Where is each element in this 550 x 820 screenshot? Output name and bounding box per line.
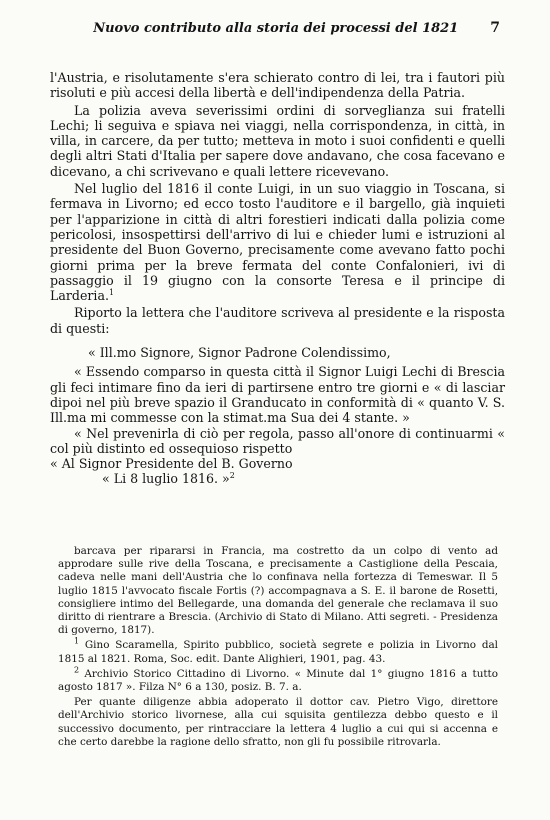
footnote-2 [58, 665, 498, 694]
footnote-ref-2: 2 [229, 471, 235, 481]
paragraph-2: La polizia aveva severissimi ordini di sorveglianza sui fratelli Lechi; li seguiva e spiava nei viaggi, nella corrispondenza, in città, in villa, in carcere, da per tutto; metteva in moto i suoi confidenti e quelli degli altri Stati d'Italia per sapere dove andavano, che cosa facevano e dicevano, a chi scrivevano e quali lettere ricevevano. [50, 102, 505, 179]
paragraph-4: Riporto la lettera che l'auditore scriveva al presidente e la risposta di questi: [50, 305, 505, 336]
letter-paragraph-2: « Nel prevenirla di ciò per regola, passo all'onore di continuarmi « col più distinto ed ossequioso rispetto [50, 425, 505, 456]
page-number: 7 [490, 20, 500, 36]
footnotes [58, 545, 498, 751]
footnote-ref-1: 1 [108, 287, 115, 297]
footnote-3: Per quante diligenze abbia adoperato il dottor cav. Pietro Vigo, direttore dell'Archivio storico livornese, alla cui squisita gentilezza debbo questo e il successivo documento, per rintracciare la lettera 4 luglio a cui qui si accenna e che certo darebbe la ragione dello sfratto, non gli fu possibile ritrovarla. [58, 696, 498, 748]
running-title: Nuovo contributo alla storia dei processi del 1821 [93, 21, 459, 36]
paragraph-1: l'Austria, e risolutamente s'era schierato contro di lei, tra i fautori più risoluti e più accesi della libertà e dell'indipendenza della Patria. [50, 70, 505, 101]
footnote-2-text: Archivio Storico Cittadino di Livorno. « Minute dal 1° giugno 1816 a tutto agosto 1817 ». Filza N° 6 a 130, posiz. B. 7. a. [58, 667, 498, 694]
letter-date-text: « Li 8 luglio 1816. » [102, 471, 230, 487]
body-text [50, 70, 505, 487]
letter-salutation: « Ill.mo Signore, Signor Padrone Colendissimo, [88, 345, 391, 361]
letter-addressee: « Al Signor Presidente del B. Governo [50, 456, 293, 472]
paragraph-3 [50, 181, 505, 303]
footnote-1 [58, 636, 498, 665]
letter-paragraph-1: « Essendo comparso in questa città il Signor Luigi Lechi di Brescia gli feci intimare fino da ieri di partirsene entro tre giorni e « di lasciar dipoi nel più breve spazio il Granducato in conformità di « quanto V. S. Ill.ma mi commesse con la stimat.ma Sua dei 4 stante. » [50, 364, 505, 426]
paragraph-3-text: Nel luglio del 1816 il conte Luigi, in un suo viaggio in Toscana, si fermava in Livorno; ed ecco tosto l'auditore e il bargello, già inquieti per l'apparizione in città di altri forestieri indicati dalla polizia come pericolosi, insospettirsi dell'arrivo di lui e chieder lumi e istruzioni al presidente del Buon Governo, precisamente come avevano fatto pochi giorni prima per la breve fermata del conte Confalonieri, ivi di passaggio il 19 giugno con la consorte Teresa e il principe di Larderia. [50, 181, 505, 304]
page-header [60, 20, 500, 36]
footnote-1-text: Gino Scaramella, Spirito pubblico, società segrete e polizia in Livorno dal 1815 al 1821. Roma, Soc. edit. Dante Alighieri, 1901, pag. 43. [58, 639, 498, 665]
letter-date [102, 471, 505, 486]
footnote-1-mark: 1 [74, 636, 80, 646]
footnote-2-mark: 2 [74, 665, 80, 675]
footnote-continued: barcava per ripararsi in Francia, ma costretto da un colpo di vento ad approdare sulle rive della Toscana, e precisamente a Castiglione della Pescaia, cadeva nelle mani dell'Austria che lo confinava nella fortezza di Temeswar. Il 5 luglio 1815 l'avvocato fiscale Fortis (?) accompagnava a S. E. il barone de Rosetti, consigliere intimo del Bellegarde, una domanda del generale che reclamava il suo diritto di rientrare a Brescia. (Archivio di Stato di Milano. Atti segreti. - Presidenza di governo, 1817). [58, 545, 498, 637]
